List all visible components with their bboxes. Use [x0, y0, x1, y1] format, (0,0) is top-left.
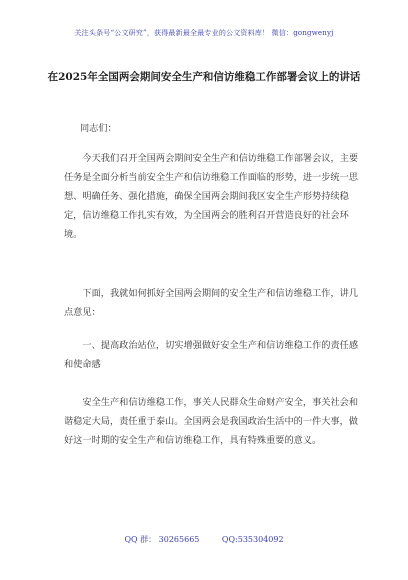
paragraph-2: 下面，我就如何抓好全国两会期间的安全生产和信访维稳工作，讲几点意见：	[64, 288, 359, 318]
paragraph-3: 安全生产和信访维稳工作，事关人民群众生命财产安全，事关社会和谐稳定大局，责任重于泰山。全国两会是我国政治生活中的一件大事，做好这一时期的安全生产和信访维稳工作，具有特殊重要的意义。	[64, 397, 359, 446]
footer-qq: QQ:535304092	[221, 535, 284, 544]
section-heading-1: 一、提高政治站位，切实增强做好安全生产和信访维稳工作的责任感和使命感	[64, 340, 359, 370]
footer-contact	[0, 534, 408, 545]
document-title: 在2025年全国两会期间安全生产和信访维稳工作部署会议上的讲话	[47, 71, 361, 83]
header-note: 关注头条号“公文研究”，获得最新最全最专业的公文资料库！ 微信：gongwenyj	[74, 29, 334, 37]
paragraph-1: 今天我们召开全国两会期间安全生产和信访维稳工作部署会议，主要任务是全面分析当前安全生产和信访维稳工作面临的形势，进一步统一思想、明确任务、强化措施，确保全国两会期间我区安全生产形势持续稳定，信访维稳工作扎实有效，为全国两会的胜利召开营造良好的社会环境。	[64, 153, 359, 240]
salutation: 同志们：	[80, 123, 117, 134]
footer-qq-group: QQ 群： 30265665	[124, 535, 200, 544]
